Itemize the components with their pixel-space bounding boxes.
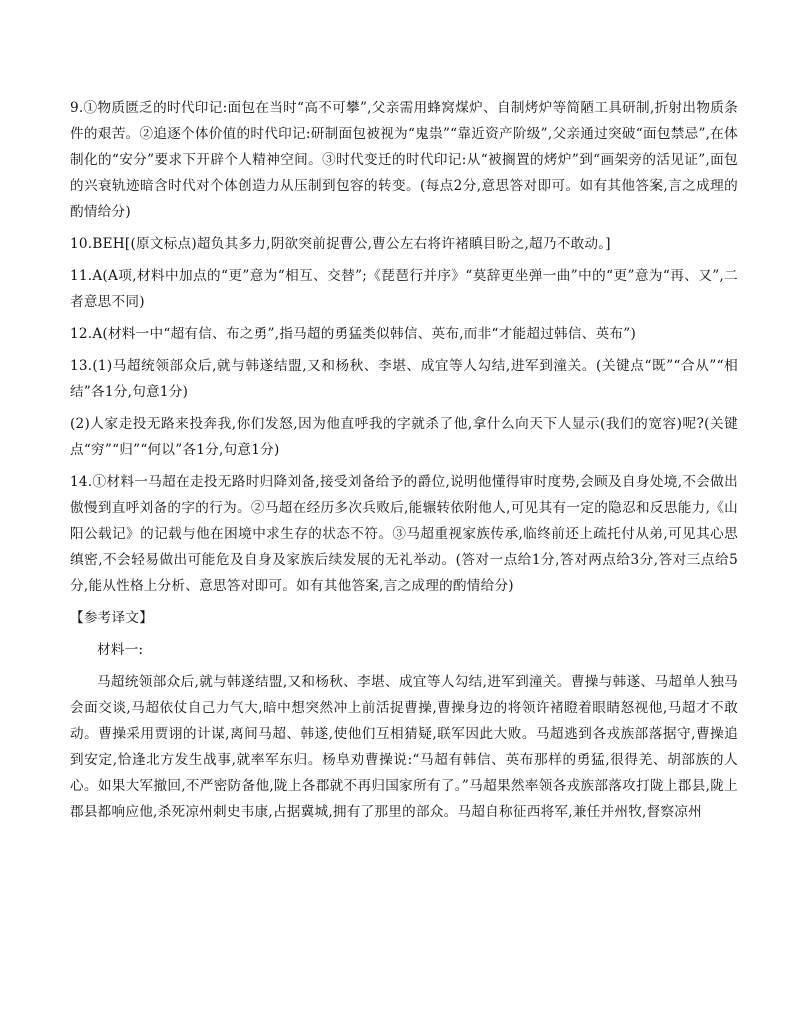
answer-key-content [70,95,738,831]
translation-body: 马超统领部众后,就与韩遂结盟,又和杨秋、李堪、成宜等人勾结,进军到潼关。曹操与韩遂、马超单人独马会面交谈,马超依仗自己力气大,暗中想突然冲上前活捉曹操,曹操身边的将领许褚瞪着眼睛怒视他,马超才不敢动。曹操采用贾诩的计谋,离间马超、韩遂,使他们互相猜疑,联军因此大败。马超逃到各戎族部落据守,曹操追到安定,恰逢北方发生战事,就率军东归。杨阜劝曹操说:“马超有韩信、英布那样的勇猛,很得羌、胡部族的人心。如果大军撤回,不严密防备他,陇上各郡就不再归国家所有了。”马超果然率领各戎族部落攻打陇上郡县,陇上郡县都响应他,杀死凉州刺史韦康,占据冀城,拥有了那里的部众。马超自称征西将军,兼任并州牧,督察凉州 [70,674,738,820]
translation-heading: 【参考译文】 [70,610,154,626]
translation-material-label: 材料一: [97,642,144,658]
answer-q10: 10.BEH[(原文标点)超负其多力,阴欲突前捉曹公,曹公左右将许褚瞋目盼之,超乃不敢动。] [70,236,611,252]
answer-q9: 9.①物质匮乏的时代印记:面包在当时“高不可攀”,父亲需用蜂窝煤炉、自制烤炉等简陋工具研制,折射出物质条件的艰苦。②追逐个体价值的时代印记:研制面包被视为“鬼祟”“靠近资产阶级”,父亲通过突破“面包禁忌”,在体制化的“安分”要求下开辟个人精神空间。③时代变迁的时代印记:从“被搁置的烤炉”到“画架旁的活见证”,面包的兴衰轨迹暗含时代对个体创造力从压制到包容的转变。(每点2分,意思答对即可。如有其他答案,言之成理的酌情给分) [70,100,738,220]
answer-q13-part1: 13.(1)马超统领部众后,就与韩遂结盟,又和杨秋、李堪、成宜等人勾结,进军到潼关。(关键点“既”“合从”“相结”各1分,句意1分) [70,358,738,400]
answer-q13-part2: (2)人家走投无路来投奔我,你们发怒,因为他直呼我的字就杀了他,拿什么向天下人显示(我们的宽容)呢?(关键点“穷”“归”“何以”各1分,句意1分) [70,416,738,458]
answer-q11: 11.A(A项,材料中加点的“更”意为“相互、交替”;《琵琶行并序》“莫辞更坐弹一曲”中的“更”意为“再、又”,二者意思不同) [70,268,738,310]
answer-q12: 12.A(材料一中“超有信、布之勇”,指马超的勇猛类似韩信、英布,而非“才能超过韩信、英布”) [70,326,637,342]
answer-q14: 14.①材料一马超在走投无路时归降刘备,接受刘备给予的爵位,说明他懂得审时度势,会顾及自身处境,不会做出傲慢到直呼刘备的字的行为。②马超在经历多次兵败后,能辗转依附他人,可见其有一定的隐忍和反思能力,《山阳公载记》的记载与他在困境中求生存的状态不符。③马超重视家族传承,临终前还上疏托付从弟,可见其心思缜密,不会轻易做出可能危及自身及家族后续发展的无礼举动。(答对一点给1分,答对两点给3分,答对三点给5分,能从性格上分析、意思答对即可。如有其他答案,言之成理的酌情给分) [70,474,738,594]
